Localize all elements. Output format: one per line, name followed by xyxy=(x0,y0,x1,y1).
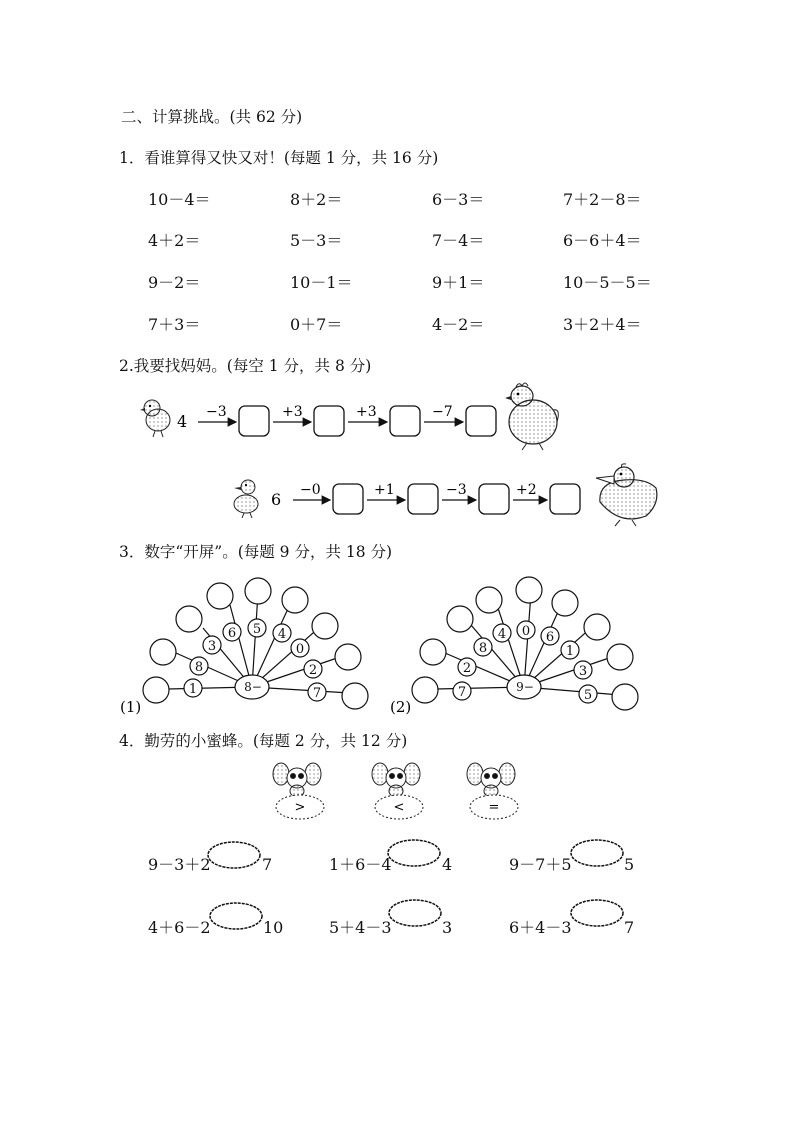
q1-equation: 10－4＝ xyxy=(148,190,211,209)
q1-equation: 5－3＝ xyxy=(290,231,343,250)
answer-oval[interactable] xyxy=(387,898,443,928)
bee-sign: > xyxy=(294,800,306,815)
answer-circle[interactable] xyxy=(612,684,638,710)
q1-equation: 3＋2＋4＝ xyxy=(563,315,642,334)
q4-bees xyxy=(0,760,794,826)
answer-circle[interactable] xyxy=(584,614,610,640)
q4-left-expression: 5＋4－3 xyxy=(329,918,392,937)
duck-icon xyxy=(596,464,657,526)
answer-circle[interactable] xyxy=(143,677,169,703)
peacock-2-number: 5 xyxy=(583,688,593,703)
q4-left-expression: 6＋4－3 xyxy=(509,918,572,937)
q3-title: 3．数字“开屏”。(每题 9 分，共 18 分) xyxy=(119,543,393,561)
q4-right-value: 7 xyxy=(624,918,635,937)
duckling-icon xyxy=(234,480,258,518)
answer-box[interactable] xyxy=(239,406,269,436)
peacock-2-number: 6 xyxy=(545,630,555,645)
peacock-1-center: 8− xyxy=(244,680,262,694)
q1-equation: 9＋1＝ xyxy=(432,273,485,292)
answer-box[interactable] xyxy=(550,484,580,514)
peacock-1-number: 5 xyxy=(252,622,262,637)
answer-circle[interactable] xyxy=(312,613,338,639)
chain2-op: −0 xyxy=(300,482,321,498)
q1-equation: 7＋3＝ xyxy=(148,315,201,334)
peacock-1-number: 8 xyxy=(194,660,204,675)
q1-equation: 9－2＝ xyxy=(148,273,201,292)
q1-equation: 7＋2－8＝ xyxy=(563,190,642,209)
q4-title: 4．勤劳的小蜜蜂。(每题 2 分，共 12 分) xyxy=(119,732,408,750)
answer-oval[interactable] xyxy=(569,898,625,928)
answer-circle[interactable] xyxy=(245,578,271,604)
peacock-2-number: 7 xyxy=(457,685,467,700)
chick-icon xyxy=(140,400,170,437)
answer-oval[interactable] xyxy=(208,901,264,931)
section-title: 二、计算挑战。(共 62 分) xyxy=(121,108,303,126)
q3-peacocks xyxy=(0,570,794,720)
q4-left-expression: 9－3＋2 xyxy=(148,855,211,874)
answer-circle[interactable] xyxy=(176,606,202,632)
peacock-2-number: 0 xyxy=(521,624,531,639)
peacock-2-label: (2) xyxy=(390,698,412,716)
q4-right-value: 7 xyxy=(262,855,273,874)
chain1-op: −7 xyxy=(432,404,453,420)
peacock-2-number: 4 xyxy=(497,627,507,642)
answer-circle[interactable] xyxy=(335,644,361,670)
q4-right-value: 4 xyxy=(442,855,453,874)
q4-left-expression: 1＋6－4 xyxy=(329,855,392,874)
q1-equation: 4－2＝ xyxy=(432,315,485,334)
answer-circle[interactable] xyxy=(476,587,502,613)
answer-circle[interactable] xyxy=(282,587,308,613)
chain2-op: −3 xyxy=(446,482,467,498)
answer-box[interactable] xyxy=(466,406,496,436)
q4-right-value: 5 xyxy=(624,855,635,874)
peacock-1-number: 1 xyxy=(188,682,198,697)
answer-box[interactable] xyxy=(390,406,420,436)
answer-circle[interactable] xyxy=(552,590,578,616)
peacock-1-number: 2 xyxy=(308,663,318,678)
answer-circle[interactable] xyxy=(447,606,473,632)
answer-circle[interactable] xyxy=(207,583,233,609)
answer-oval[interactable] xyxy=(569,838,625,868)
chain1-op: +3 xyxy=(356,404,377,420)
peacock-1-number: 6 xyxy=(227,626,237,641)
q1-equation: 0＋7＝ xyxy=(290,315,343,334)
q1-equation: 8＋2＝ xyxy=(290,190,343,209)
q4-left-expression: 4＋6－2 xyxy=(148,918,211,937)
answer-circle[interactable] xyxy=(342,683,368,709)
peacock-1-number: 0 xyxy=(295,642,305,657)
answer-box[interactable] xyxy=(314,406,344,436)
peacock-2-number: 1 xyxy=(565,644,575,659)
q4-right-value: 10 xyxy=(263,918,284,937)
q1-equation: 4＋2＝ xyxy=(148,231,201,250)
bee-sign: < xyxy=(393,800,405,815)
peacock-2-center: 9− xyxy=(516,680,534,694)
q1-equation: 7－4＝ xyxy=(432,231,485,250)
q1-equation: 10－1＝ xyxy=(290,273,353,292)
chain2-op: +2 xyxy=(516,482,537,498)
answer-circle[interactable] xyxy=(607,644,633,670)
q1-equation: 10－5－5＝ xyxy=(563,273,652,292)
q1-equation: 6－3＝ xyxy=(432,190,485,209)
q2-chains xyxy=(0,380,794,540)
q4-left-expression: 9－7＋5 xyxy=(509,855,572,874)
q2-title: 2.我要找妈妈。(每空 1 分，共 8 分) xyxy=(119,357,372,375)
q1-equation: 6－6＋4＝ xyxy=(563,231,642,250)
answer-oval[interactable] xyxy=(206,840,262,870)
chain1-op: +3 xyxy=(282,404,303,420)
chain2-start: 6 xyxy=(271,490,282,509)
peacock-1-number: 4 xyxy=(277,627,287,642)
q1-title: 1．看谁算得又快又对！(每题 1 分，共 16 分) xyxy=(119,149,439,167)
bee-sign: = xyxy=(488,800,500,815)
peacock-2-number: 3 xyxy=(578,664,588,679)
peacock-2-number: 8 xyxy=(478,641,488,656)
answer-box[interactable] xyxy=(408,484,438,514)
hen-icon xyxy=(505,383,558,450)
answer-oval[interactable] xyxy=(386,838,442,868)
peacock-2-number: 2 xyxy=(462,661,472,676)
chain1-start: 4 xyxy=(177,412,188,431)
q4-right-value: 3 xyxy=(442,918,453,937)
chain2-op: +1 xyxy=(374,482,395,498)
peacock-1-number: 7 xyxy=(312,686,322,701)
answer-circle[interactable] xyxy=(516,577,542,603)
answer-circle[interactable] xyxy=(412,677,438,703)
peacock-1-number: 3 xyxy=(207,639,217,654)
answer-circle[interactable] xyxy=(150,639,176,665)
answer-circle[interactable] xyxy=(420,639,446,665)
answer-box[interactable] xyxy=(479,484,509,514)
peacock-1-label: (1) xyxy=(120,698,142,716)
chain1-op: −3 xyxy=(206,404,227,420)
answer-box[interactable] xyxy=(333,484,363,514)
